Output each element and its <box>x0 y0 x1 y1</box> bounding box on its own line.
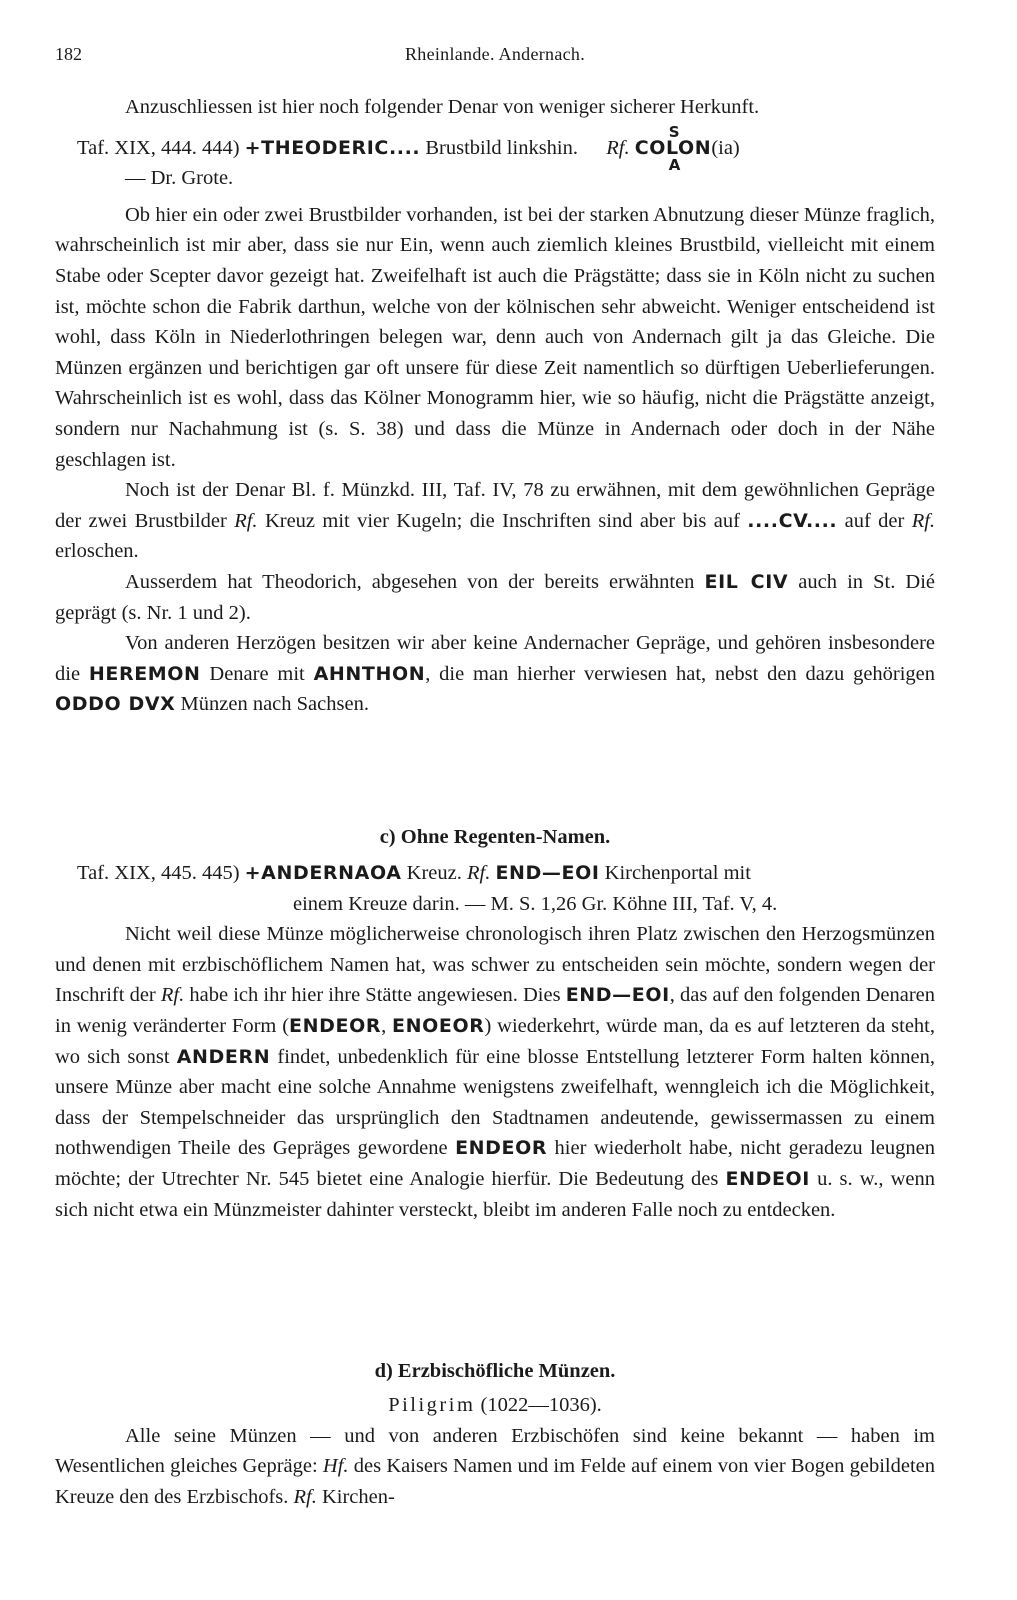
paragraph-3 <box>55 567 935 628</box>
body-top <box>55 92 935 720</box>
intro-text: Anzuschliessen ist hier noch folgender Denar von weniger sicherer Herkunft. <box>125 96 760 118</box>
ruler-dates: (1022—1036). <box>480 1394 602 1416</box>
coin-entry-444 <box>55 122 935 174</box>
coin-legend: ....CV.... <box>747 509 838 532</box>
paragraph-text: des Kaisers Namen und im Felde auf einem von vier Bogen gebildeten Kreuze den des Erzbischofs. <box>55 1455 936 1508</box>
source-text: — Dr. Grote. <box>125 167 234 190</box>
page-header <box>55 44 935 70</box>
reverse-legend: COLON <box>634 136 712 159</box>
paragraph-text: Ausserdem hat Theodorich, abgesehen von der bereits erwähnten <box>125 570 695 593</box>
paragraph-text: findet, unbedenklich für eine blosse Entstellung letzterer Form halten können, unsere Münze aber macht eine solche Annahme wenigstens zweifelhaft, wenngleich ich die Möglichkeit, dass der Stempelschneider das ursprünglich den Stadtnamen andeutende, gewissermassen zu einem nothwendigen Theile des Gepräges gewordene <box>55 1045 936 1160</box>
entry-ref: Taf. XIX, 444. 444) <box>77 136 240 159</box>
coin-legend: AHNTHON <box>313 662 426 685</box>
section-heading: d) Erzbischöfliche Münzen. <box>374 1360 616 1382</box>
entry-444-source <box>55 163 935 194</box>
paragraph-5 <box>55 919 935 1225</box>
monogram-letter-above: S <box>668 122 681 141</box>
paragraph-text: u. s. w., wenn sich nicht etwa ein Münzmeister dahinter versteckt, bleibt im anderen Falle noch zu entdecken. <box>55 1167 935 1221</box>
coin-legend: END—EOI <box>565 984 670 1007</box>
section-heading: c) Ohne Regenten-Namen. <box>379 826 611 848</box>
paragraph-text: erloschen. <box>55 540 139 563</box>
paragraph-1 <box>55 200 935 475</box>
paragraph-text: Ob hier ein oder zwei Brustbilder vorhanden, ist bei der starken Abnutzung dieser Münze fraglich, wahrscheinlich ist mir aber, dass sie nur Ein, wenn auch ziemlich kleines Brustbild, vielleicht mit einem Stabe oder Scepter davor gezeigt hat. Zweifelhaft ist auch die Prägstätte; dass sie in Köln nicht zu suchen ist, möchte schon die Fabrik darthun, welche von der kölnischen sehr abweicht. Weniger entscheidend ist wohl, dass Köln in Niederlothringen belegen war, denn auch von Andernach gilt ja das Gleiche. Die Münzen ergänzen und berichtigen gar oft unsere für diese Zeit namentlich so dürftigen Ueberlieferungen. Wahrscheinlich ist es wohl, dass das Kölner Monogramm hier, wie so häufig, nicht die Prägstätte anzeigt, sondern nur Nachahmung ist (s. S. 38) und dass die Münze in Andernach oder doch in der Nähe geschlagen ist. <box>55 203 935 471</box>
obverse-legend: +THEODERIC.... <box>244 136 421 159</box>
obverse-abbrev: Hf. <box>322 1455 349 1478</box>
page-number: 182 <box>55 44 82 64</box>
paragraph-6 <box>55 1421 935 1513</box>
paragraph-text: , die man hierher verwiesen hat, nebst den dazu gehörigen <box>425 662 936 685</box>
obverse-description: Brustbild linkshin. <box>425 136 578 159</box>
coin-legend: ANDERN <box>176 1045 271 1068</box>
paragraph-text: hier wiederholt habe, nicht geradezu leugnen möchte; der Utrechter Nr. 545 bietet eine Analogie hierfür. Die Bedeutung des <box>55 1137 936 1190</box>
reverse-legend: END—EOI <box>495 862 600 884</box>
paragraph-text: , das auf den folgenden Denaren in wenig veränderter Form ( <box>55 984 936 1037</box>
section-d <box>55 1356 935 1512</box>
paragraph-text: , <box>381 1014 387 1037</box>
reverse-abbrev: Rf. <box>234 509 258 532</box>
paragraph-text: Denare mit <box>209 662 305 685</box>
obverse-legend: +ANDERNAOA <box>244 862 402 884</box>
coin-legend: ENDEOI <box>725 1167 810 1190</box>
paragraph-text: Nicht weil diese Münze möglicherweise chronologisch ihren Platz zwischen den Herzogsmünzen und denen mit erzbischöflichem Namen hat, was schwer zu entscheiden sein möchte, sondern wegen der Inschrift der <box>55 923 935 1007</box>
reverse-abbrev: Rf. <box>466 862 491 884</box>
paragraph-text: Alle seine Münzen — und von anderen Erzbischöfen sind keine bekannt — haben im Wesentlichen gleiches Gepräge: <box>55 1424 935 1478</box>
running-head: Rheinlande. Andernach. <box>404 44 586 64</box>
coin-legend: EIL CIV <box>704 570 789 593</box>
monogram-letter-below: A <box>668 155 681 174</box>
ruler-line <box>55 1390 935 1421</box>
reverse-abbrev: Rf. <box>911 509 936 532</box>
paragraph-text: habe ich ihr hier ihre Stätte angewiesen. Dies <box>189 984 561 1007</box>
coin-legend: ENDEOR <box>289 1014 382 1037</box>
paragraph-4 <box>55 628 935 720</box>
coin-legend: ODDO DVX <box>55 693 176 716</box>
reverse-abbrev: Rf. <box>160 984 185 1007</box>
coin-legend: ENDEOR <box>455 1137 548 1160</box>
paragraph-2 <box>55 475 935 567</box>
entry-text: einem Kreuze darin. — M. S. 1,26 Gr. Köhne III, Taf. V, 4. <box>293 892 778 915</box>
section-c <box>55 822 935 1225</box>
entry-ref: Taf. XIX, 445. 445) <box>77 862 240 884</box>
coin-legend: HEREMON <box>88 662 201 685</box>
paragraph-text: Münzen nach Sachsen. <box>180 693 369 716</box>
reverse-legend-suffix: (ia) <box>711 136 740 159</box>
reverse-description: Kirchenportal mit <box>604 862 751 884</box>
reverse-abbrev: Rf. <box>606 136 630 159</box>
reverse-monogram <box>634 122 740 174</box>
paragraph-text: Kreuz mit vier Kugeln; die Inschriften sind aber bis auf <box>264 509 740 532</box>
intro-paragraph <box>55 92 935 123</box>
paragraph-text: Noch ist der Denar Bl. f. Münzkd. III, Taf. IV, 78 zu erwähnen, mit dem gewöhnlichen Gepräge der zwei Brustbilder <box>55 479 935 532</box>
paragraph-text: auch in St. Dié geprägt (s. Nr. 1 und 2). <box>55 570 936 624</box>
reverse-abbrev: Rf. <box>293 1485 317 1508</box>
obverse-description: Kreuz. <box>406 862 462 884</box>
coin-legend: ENOEOR <box>392 1014 485 1037</box>
paragraph-text: Von anderen Herzögen besitzen wir aber keine Andernacher Gepräge, und gehören insbesondere die <box>55 632 935 685</box>
ruler-name: Piligrim <box>388 1394 476 1416</box>
paragraph-text: ) wiederkehrt, würde man, da es auf letzteren da steht, wo sich sonst <box>55 1014 935 1068</box>
paragraph-text: Kirchen- <box>321 1485 395 1508</box>
entry-445-line2 <box>55 889 935 920</box>
coin-entry-445 <box>55 858 935 889</box>
paragraph-text: auf der <box>844 509 905 532</box>
